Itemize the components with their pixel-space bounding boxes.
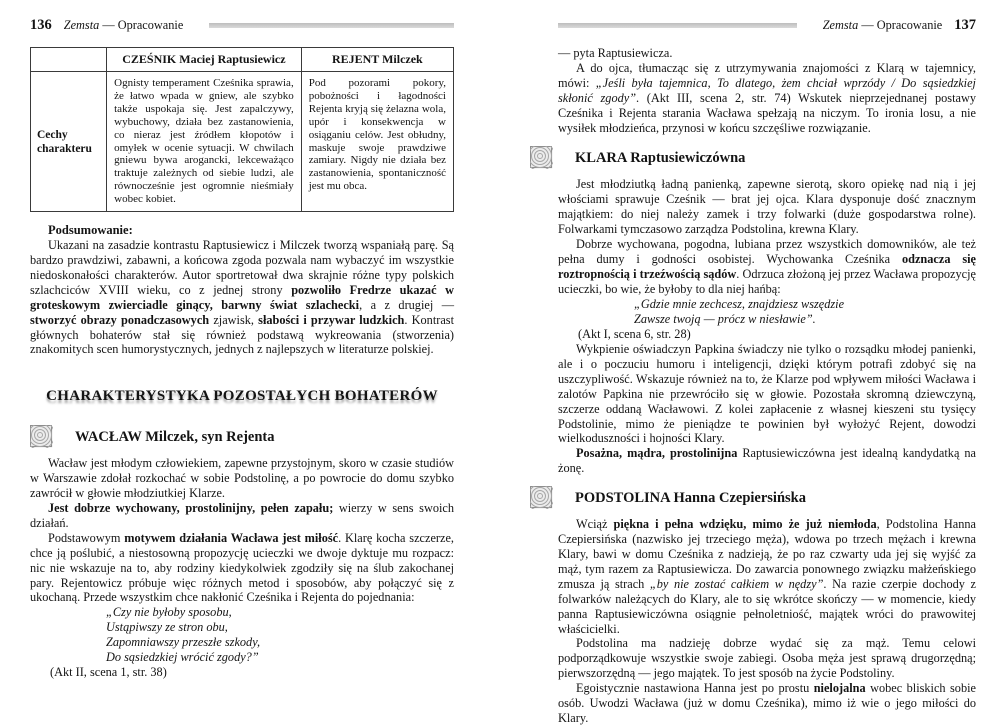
character-heading-klara xyxy=(530,146,976,169)
character-comparison-table xyxy=(30,47,454,212)
summary-label: Podsumowanie: xyxy=(48,223,133,238)
klara-paragraph-1: Jest młodziutką ładną panienką, zapewne sierotą, skoro opiekę nad nią i jej włościami sprawuje Cześnik — brat jej ojca. Klara dysponuje dość znacznym majątkiem: do niej należy zamek i trzy folwarki (duże gospodarstwa rolne). Folwarkami tymczasowo zarządza Podstolina, krewna Klary. xyxy=(558,177,976,237)
verse-line: Ustąpiwszy ze stron obu, xyxy=(106,620,228,635)
verse-line: Zapomniawszy przeszłe szkody, xyxy=(106,635,261,650)
verse-line: Do sąsiedzkiej wrócić zgody?” xyxy=(106,650,259,665)
header-rule-bar xyxy=(558,23,797,28)
table-row xyxy=(31,72,454,212)
page-136 xyxy=(30,18,454,681)
ornament-icon xyxy=(30,425,53,448)
running-title-suffix: — Opracowanie xyxy=(99,18,184,32)
character-heading-waclaw xyxy=(30,425,454,448)
running-title-suffix: — Opracowanie xyxy=(858,18,943,32)
table-cell-rejent: Pod pozorami pokory, pobożności i łagodności Rejenta kryją się żelazna wola, upór i konsekwencja w osiąganiu celów. Jest obłudny, maskuje swoje prawdziwe zamiary. Nigdy nie działa bez zastanowienia, spontaniczność jest mu obca. xyxy=(301,72,453,212)
verse-quote xyxy=(558,297,976,327)
table-row-label: Cechy charakteru xyxy=(31,72,107,212)
character-heading-title: WACŁAW Milczek, syn Rejenta xyxy=(75,428,275,445)
running-title xyxy=(64,18,184,33)
running-title-book: Zemsta xyxy=(822,18,859,32)
intro-paragraph: A do ojca, tłumacząc się z utrzymywania znajomości z Klarą w tajemnicy, mówi: „Jeśli była tajemnica, To dlatego, żem chciał wprzódy / Do sąsiedzkiej skłonić zgody”. (Akt III, scena 2, str. 74) Wskutek nieprzejednanej postawy Cześnika i Rejenta starania Wacława spełzają na niczym. To ironia losu, a nie wysiłek młodzieńca, przynosi w końcu szczęśliwe rozwiązanie. xyxy=(558,60,976,135)
character-heading-title: PODSTOLINA Hanna Czepiersińska xyxy=(575,489,806,506)
ornament-icon xyxy=(530,146,553,169)
verse-line: „Gdzie mnie zechcesz, znajdziesz wszędzie xyxy=(634,296,845,311)
page-number: 136 xyxy=(30,17,52,33)
section-heading: CHARAKTERYSTYKA POZOSTAŁYCH BOHATERÓW xyxy=(46,388,438,405)
intro-line: — pyta Raptusiewicza. xyxy=(558,46,673,60)
running-title-book: Zemsta xyxy=(63,18,100,32)
podstolina-paragraph-1: Wciąż piękna i pełna wdzięku, mimo że już niemłoda, Podstolina Hanna Czepiersińska (nazwisko jej trzeciego męża), wdowa po trzech mężach i krewna Klary, bawi w domu Cześnika z nadzieją, że po raz czwarty uda jej się wyjść za mąż, tym razem za Raptusiewicza. Do zawarcia ponownego związku małżeńskiego zmusza ją strach „by nie zostać całkiem w nędzy”. Na razie czerpie dochody z folwarków należących do Klary, ale to się wkrótce skończy — w momencie, kiedy panna Raptusiewiczówna osiągnie pełnoletniość, majątek wróci do prawowitej właścicielki. xyxy=(558,517,976,636)
klara-paragraph-2: Dobrze wychowana, pogodna, lubiana przez wszystkich domowników, ale też pełna dumy i godności osobistej. Wychowanka Cześnika odznacza się roztropnością i trzeźwością sądów. Odrzuca złożoną jej przez Wacława propozycję ucieczki, bo wie, że byłoby to dla niej hańbą: xyxy=(558,237,976,296)
waclaw-paragraph-1: Wacław jest młodym człowiekiem, zapewne przystojnym, skoro w czasie studiów w Warszawie zdołał rozkochać w sobie Podstolinę, a po powrocie do domu szybko zawrócił w głowie młodziutkiej Klarze. xyxy=(30,456,454,501)
running-title xyxy=(823,18,943,33)
klara-paragraph-4: Posażna, mądra, prostolinijna Raptusiewiczówna jest idealną kandydatką na żonę. xyxy=(558,446,976,476)
running-head-right xyxy=(558,18,976,33)
verse-quote xyxy=(30,605,454,665)
table-header-empty xyxy=(31,48,107,72)
verse-line: „Czy nie byłoby sposobu, xyxy=(106,605,232,620)
ornament-icon xyxy=(530,486,553,509)
podstolina-paragraph-3: Egoistycznie nastawiona Hanna jest po prostu nielojalna wobec bliskich sobie osób. Uwodzi Wacława (już w domu Cześnika), mimo iż wie o jego miłości do Klary. xyxy=(558,681,976,725)
waclaw-paragraph-2: Jest dobrze wychowany, prostolinijny, pełen zapału; wierzy w sens swoich działań. xyxy=(30,501,455,530)
running-head-left xyxy=(30,18,454,33)
waclaw-paragraph-3: Podstawowym motywem działania Wacława jest miłość. Klarę kocha szczerze, chce ją poślubić, a niestosowną propozycję ucieczki we dwoje dyktuje mu rozpacz: nic nie wskazuje na to, aby rodziny kiedykolwiek zgodziły się na ślub zakochanej pary. Rejentowicz próbuje więc różnych metod i sposobów, aby połączyć się z ukochaną. Przede wszystkim chce nakłonić Cześnika i Rejenta do pojednania: xyxy=(30,530,455,605)
table-cell-czesnik: Ognisty temperament Cześnika sprawia, że łatwo wpada w gniew, ale szybko także uspokaja się. Jest zapalczywy, wybuchowy, działa bez zastanowienia, co nieraz jest źródłem kłopotów i omyłek w ocenie sytuacji. W chwilach gniewu bywa arogancki, lekceważąco traktuje zależnych od siebie ludzi, ale równocześnie jest ogromnie nieśmiały wobec kobiet. xyxy=(107,72,302,212)
character-heading-title: KLARA Raptusiewiczówna xyxy=(575,149,746,166)
table-header-czesnik: CZEŚNIK Maciej Raptusiewicz xyxy=(107,48,302,72)
table-header-rejent: REJENT Milczek xyxy=(301,48,453,72)
page-number: 137 xyxy=(954,17,976,33)
character-heading-podstolina xyxy=(530,486,976,509)
citation: (Akt I, scena 6, str. 28) xyxy=(578,326,691,341)
header-rule-bar xyxy=(209,23,454,28)
verse-line: Zawsze twoją — prócz w niesławie”. xyxy=(634,311,816,326)
podstolina-paragraph-2: Podstolina ma nadzieję dobrze wydać się za mąż. Temu celowi podporządkowuje wszystkie swoje zabiegi. Osoba męża jest sprawą drugorzędną; pierwszorzędną — jego majątek. To jest sposób na życie Podstoliny. xyxy=(558,636,976,681)
klara-paragraph-3: Wykpienie oświadczyn Papkina świadczy nie tylko o rozsądku młodej panienki, ale i o poczuciu humoru i inteligencji, dzięki którym potrafi zdobyć się na uszczypliwość. Wskazuje również na to, że Klarze pod wpływem miłości Wacława i zalotów Papkina nie przewróciło się w głowie. Pozostała skromną dziewczyną, szczerze oddaną Wacławowi. Z kolei zapłacenie z własnej kieszeni stu tysięcy Podstolinie, mimo że pieniądze te powinien był wyłożyć Rejent, dowodzi wielkoduszności i hojności Klary. xyxy=(558,342,976,446)
page-137 xyxy=(558,18,976,726)
summary-paragraph: Ukazani na zasadzie kontrastu Raptusiewicz i Milczek tworzą wspaniałą parę. Są bardzo prawdziwi, zabawni, a końcowa zgoda pozwala nam wybaczyć im wszystkie niedoskonałości charakterów. Autor sportretował dwa skrajnie różne typy polskich szlachciców XVIII wieku, co z jednej strony pozwoliło Fredrze ukazać w groteskowym zwierciadle ginący, barwny świat szlachecki, a z drugiej — stworzyć obrazy ponadczasowych zjawisk, słabości i przywar ludzkich. Kontrast głównych bohaterów stał się również podstawą wykreowania (stworzenia) znakomitych scen humorystycznych, jednych z najlepszych w literaturze polskiej. xyxy=(30,238,454,357)
table-header-row xyxy=(31,48,454,72)
citation: (Akt II, scena 1, str. 38) xyxy=(50,665,167,679)
